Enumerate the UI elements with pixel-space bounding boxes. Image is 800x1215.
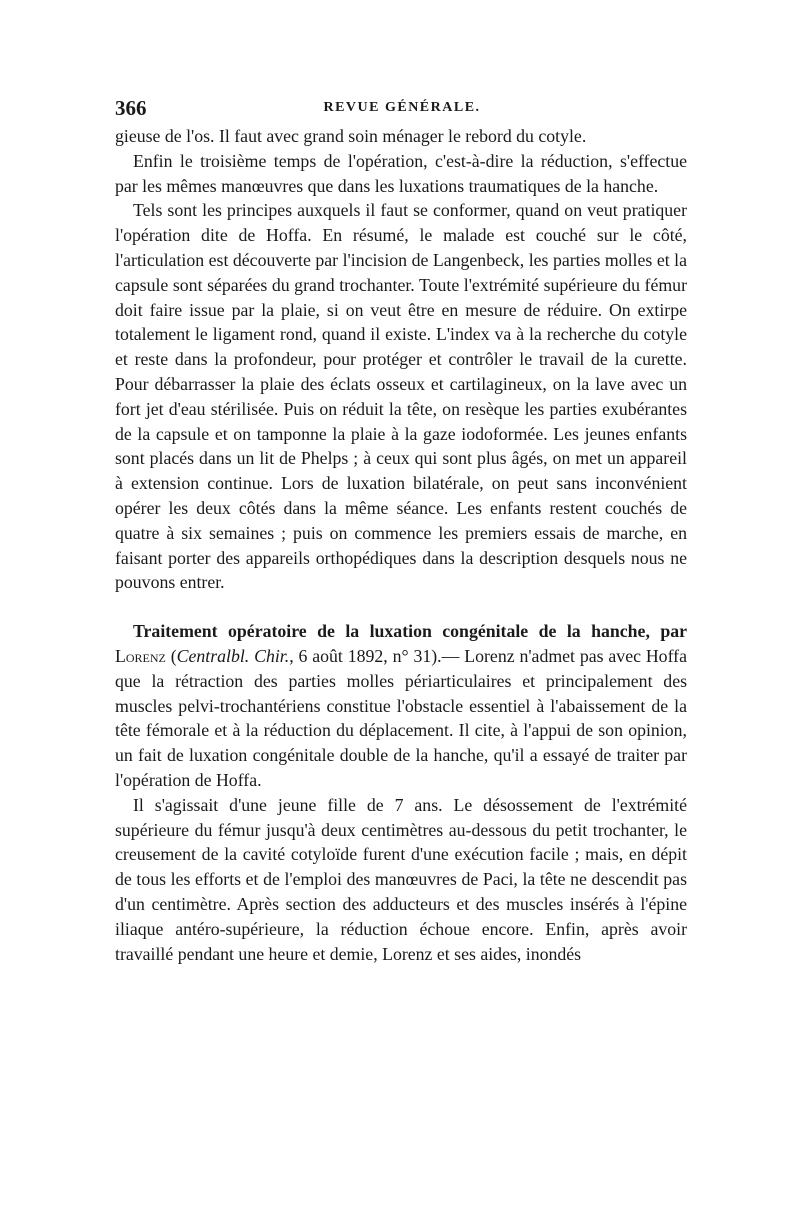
page-number: 366 — [115, 96, 147, 120]
body-text — [115, 124, 687, 966]
citation-rest: , 6 août 1892, n° 31).— Lorenz n'admet pas avec Hoffa que la rétraction des parties molles périarticulaires et principalement des muscles pelvi-trochantériens constitue l'obstacle essentiel à l'abaissement de la tête fémorale et à la réduction du déplacement. Il cite, à l'appui de son opinion, un fait de luxation congénitale double de la hanche, qu'il a essayé de traiter par l'opération de Hoffa. — [115, 645, 687, 790]
running-title: REVUE GÉNÉRALE. — [323, 100, 481, 115]
paragraph-continuation: gieuse de l'os. Il faut avec grand soin ménager le rebord du cotyle. — [115, 126, 587, 146]
paragraph-reduction: Enfin le troisième temps de l'opération, c'est-à-dire la réduction, s'effectue par les mêmes manœuvres que dans les luxations traumatiques de la hanche. — [115, 150, 687, 196]
article-author: Lorenz — [115, 645, 166, 666]
running-head — [115, 96, 689, 120]
article-title: Traitement opératoire de la luxation congénitale de la hanche, par — [133, 621, 687, 642]
paragraph-summary: Tels sont les principes auxquels il faut se conformer, quand on veut pratiquer l'opération dite de Hoffa. En résumé, le malade est couché sur le côté, l'articulation est découverte par l'incision de Langenbeck, les parties molles et la capsule sont séparées du grand trochanter. Toute l'extrémité supérieure du fémur doit faire issue par la plaie, si on veut être en mesure de réduire. On extirpe totalement le ligament rond, quand il existe. L'index va à la recherche du cotyle et reste dans la profondeur, pour protéger et contrôler le travail de la curette. Pour débarrasser la plaie des éclats osseux et cartilagineux, on la lave avec un fort jet d'eau stérilisée. Puis on réduit la tête, on resèque les parties exubérantes de la capsule et on tamponne la plaie à la gaze iodoformée. Les jeunes enfants sont placés dans un lit de Phelps ; à ceux qui sont plus âgés, on met un appareil à extension continue. Lors de luxation bilatérale, on peut sans inconvénient opérer les deux côtés dans la même séance. Les enfants restent couchés de quatre à six semaines ; puis on commence les premiers essais de marche, en faisant porter des appareils orthopédiques dans la description desquels nous ne pouvons entrer. — [115, 200, 687, 593]
citation-journal: Centralbl. Chir. — [176, 645, 290, 666]
article-intro: Traitement opératoire de la luxation congénitale de la hanche, par Lorenz (Centralbl. Chir., 6 août 1892, n° 31).— Lorenz n'admet pas avec Hoffa que la rétraction des parties molles périarticulaires et principalement des muscles pelvi-trochantériens constitue l'obstacle essentiel à l'abaissement de la tête fémorale et à la réduction du déplacement. Il cite, à l'appui de son opinion, un fait de luxation congénitale double de la hanche, qu'il a essayé de traiter par l'opération de Hoffa. — [115, 621, 687, 790]
article-paragraph: Il s'agissait d'une jeune fille de 7 ans. Le désossement de l'extrémité supérieure du fémur jusqu'à deux centimètres au-dessous du petit trochanter, le creusement de la cavité cotyloïde furent d'une exécution facile ; mais, en dépit de tous les efforts et de l'emploi des manœuvres de Paci, la tête ne descendit pas d'un centimètre. Après section des adducteurs et des muscles insérés à l'épine iliaque antéro-supérieure, la réduction échoue encore. Enfin, après avoir travaillé pendant une heure et demie, Lorenz et ses aides, inondés — [115, 794, 687, 964]
section-gap — [115, 595, 687, 619]
